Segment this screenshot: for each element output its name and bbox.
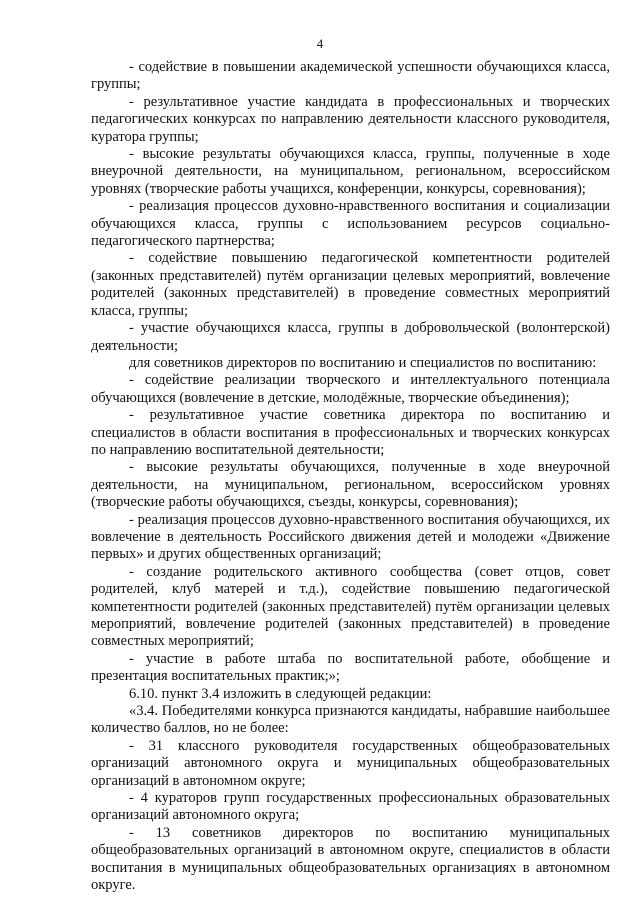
- paragraph: - участие в работе штаба по воспитательной работе, обобщение и презентация воспитательных практик;»;: [91, 650, 610, 685]
- paragraph: - реализация процессов духовно-нравственного воспитания и социализации обучающихся класса, группы с использованием ресурсов социально-педагогического партнерства;: [91, 198, 610, 250]
- paragraph: - 13 советников директоров по воспитанию муниципальных общеобразовательных организаций в автономном округе, специалистов в области воспитания в муниципальных общеобразовательных организациях в автономном округе.: [91, 824, 610, 894]
- paragraph: - результативное участие кандидата в профессиональных и творческих педагогических конкурсах по направлению деятельности классного руководителя, куратора группы;: [91, 93, 610, 145]
- paragraph: - высокие результаты обучающихся, полученные в ходе внеурочной деятельности, на муниципальном, региональном, всероссийском уровнях (творческие работы обучающихся, съезды, конкурсы, соревнования);: [91, 459, 610, 511]
- paragraph: - содействие повышению педагогической компетентности родителей (законных представителей) путём организации целевых мероприятий, вовлечение родителей (законных представителей) в проведение совместных мероприятий класса, группы;: [91, 250, 610, 319]
- paragraph: - 4 кураторов групп государственных профессиональных образовательных организаций автономного округа;: [91, 790, 610, 824]
- paragraph: - содействие реализации творческого и интеллектуального потенциала обучающихся (вовлечение в детские, молодёжные, творческие объединения);: [91, 372, 610, 406]
- paragraph: для советников директоров по воспитанию и специалистов по воспитанию:: [129, 354, 597, 371]
- paragraph: - высокие результаты обучающихся класса, группы, полученные в ходе внеурочной деятельности, на муниципальном, региональном, всероссийском уровнях (творческие работы учащихся, конференции, конкурсы, соревнования);: [91, 146, 610, 197]
- paragraph: - участие обучающихся класса, группы в добровольческой (волонтерской) деятельности;: [91, 320, 610, 354]
- paragraph: - реализация процессов духовно-нравственного воспитания обучающихся, их вовлечение в деятельность Российского движения детей и молодежи «Движение первых» и других общественных организаций;: [91, 511, 610, 563]
- paragraph: - результативное участие советника директора по воспитанию и специалистов в области воспитания в профессиональных и творческих конкурсах по направлению воспитательной деятельности;: [91, 407, 610, 458]
- paragraph: «3.4. Победителями конкурса признаются кандидаты, набравшие наибольшее количество баллов, но не более:: [91, 703, 610, 737]
- paragraph: - содействие в повышении академической успешности обучающихся класса, группы;: [91, 59, 610, 93]
- paragraph: - создание родительского активного сообщества (совет отцов, совет родителей, клуб матерей и т.д.), содействие повышению педагогической компетентности родителей (законных представителей) путём организации целевых мероприятий, вовлечение родителей (законных представителей) в проведение совместных мероприятий;: [91, 563, 610, 650]
- paragraph: 6.10. пункт 3.4 изложить в следующей редакции:: [129, 685, 432, 702]
- paragraph: - 31 классного руководителя государственных общеобразовательных организаций автономного округа и муниципальных общеобразовательных организаций в автономном округе;: [91, 737, 610, 789]
- page-number: 4: [316, 36, 324, 51]
- document-body: [91, 59, 610, 895]
